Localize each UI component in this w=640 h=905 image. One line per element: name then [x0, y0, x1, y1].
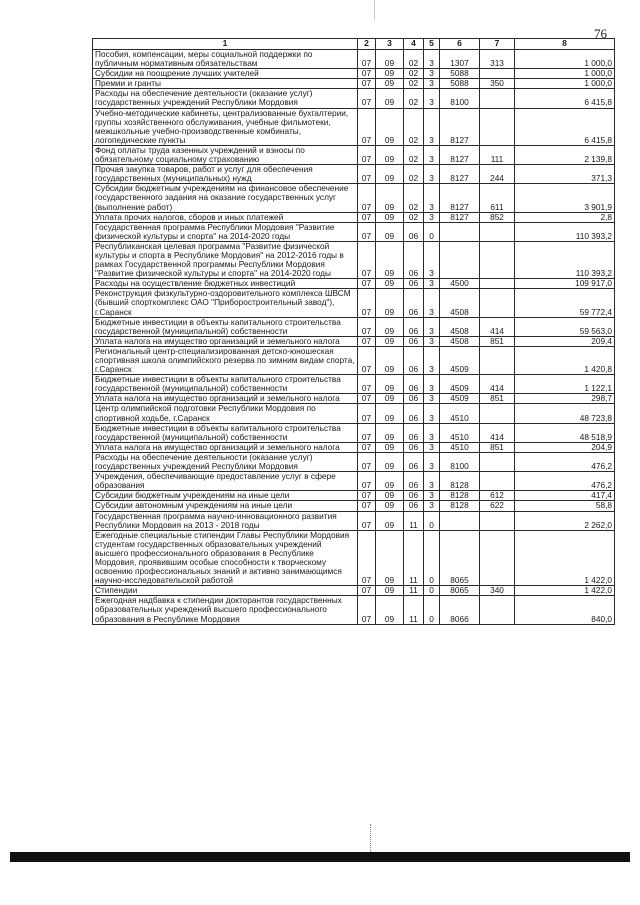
subprogram-code-cell: 3	[424, 491, 440, 501]
target-code-cell: 5088	[440, 79, 480, 89]
page-number: 76	[594, 26, 607, 41]
section-code-cell: 07	[358, 222, 376, 241]
table-row	[93, 108, 615, 145]
subprogram-code-cell: 0	[424, 596, 440, 624]
target-code-cell: 8127	[440, 184, 480, 212]
table-row	[93, 472, 615, 491]
table-row	[93, 423, 615, 442]
table-row	[93, 336, 615, 346]
section-code-cell: 07	[358, 50, 376, 69]
subsection-code-cell: 09	[376, 404, 404, 423]
section-code-cell: 07	[358, 289, 376, 317]
section-code-cell: 07	[358, 317, 376, 336]
program-code-cell: 06	[404, 394, 424, 404]
subprogram-code-cell: 3	[424, 346, 440, 374]
subprogram-code-cell: 3	[424, 89, 440, 108]
table-row	[93, 346, 615, 374]
section-code-cell: 07	[358, 596, 376, 624]
program-code-cell: 06	[404, 423, 424, 442]
amount-cell: 6 415,8	[515, 108, 615, 145]
table-row	[93, 375, 615, 394]
amount-cell: 371,3	[515, 165, 615, 184]
expense-type-cell: 851	[480, 336, 515, 346]
target-code-cell: 8127	[440, 212, 480, 222]
target-code-cell: 5088	[440, 69, 480, 79]
program-code-cell: 11	[404, 530, 424, 586]
expense-type-cell	[480, 404, 515, 423]
row-name-cell: Центр олимпийской подготовки Республики Мордовия по спортивной ходьбе, г.Саранск	[93, 404, 358, 423]
target-code-cell: 8065	[440, 586, 480, 596]
subprogram-code-cell: 3	[424, 279, 440, 289]
target-code-cell: 4508	[440, 317, 480, 336]
column-header: 8	[515, 39, 615, 50]
amount-cell: 1 422,0	[515, 586, 615, 596]
table-row	[93, 452, 615, 471]
section-code-cell: 07	[358, 346, 376, 374]
subprogram-code-cell: 3	[424, 289, 440, 317]
subprogram-code-cell: 3	[424, 165, 440, 184]
amount-cell: 476,2	[515, 472, 615, 491]
table-row	[93, 404, 615, 423]
subprogram-code-cell: 3	[424, 184, 440, 212]
subprogram-code-cell: 3	[424, 423, 440, 442]
amount-cell: 1 422,0	[515, 530, 615, 586]
column-header: 2	[358, 39, 376, 50]
subsection-code-cell: 09	[376, 586, 404, 596]
table-header-row	[93, 39, 615, 50]
amount-cell: 417,4	[515, 491, 615, 501]
target-code-cell: 4509	[440, 346, 480, 374]
section-code-cell: 07	[358, 394, 376, 404]
target-code-cell: 4509	[440, 394, 480, 404]
subprogram-code-cell: 0	[424, 511, 440, 530]
target-code-cell: 4510	[440, 442, 480, 452]
program-code-cell: 06	[404, 317, 424, 336]
scan-margin-line	[374, 0, 375, 20]
expense-type-cell	[480, 108, 515, 145]
target-code-cell	[440, 222, 480, 241]
subsection-code-cell: 09	[376, 511, 404, 530]
expense-type-cell	[480, 596, 515, 624]
amount-cell: 1 000,0	[515, 79, 615, 89]
amount-cell: 2 262,0	[515, 511, 615, 530]
table-row	[93, 596, 615, 624]
section-code-cell: 07	[358, 501, 376, 511]
row-name-cell: Премии и гранты	[93, 79, 358, 89]
program-code-cell: 06	[404, 346, 424, 374]
amount-cell: 2,8	[515, 212, 615, 222]
expense-type-cell	[480, 222, 515, 241]
subsection-code-cell: 09	[376, 472, 404, 491]
program-code-cell: 06	[404, 501, 424, 511]
subsection-code-cell: 09	[376, 69, 404, 79]
program-code-cell: 06	[404, 472, 424, 491]
section-code-cell: 07	[358, 108, 376, 145]
target-code-cell: 8066	[440, 596, 480, 624]
subsection-code-cell: 09	[376, 279, 404, 289]
column-header: 3	[376, 39, 404, 50]
amount-cell: 59 563,0	[515, 317, 615, 336]
section-code-cell: 07	[358, 530, 376, 586]
row-name-cell: Учебно-методические кабинеты, централизованные бухгалтерии, группы хозяйственного обслуживания, учебные фильмотеки, межшкольные учебно-производственные комбинаты, логопедические пункты	[93, 108, 358, 145]
subsection-code-cell: 09	[376, 452, 404, 471]
amount-cell: 840,0	[515, 596, 615, 624]
column-header: 6	[440, 39, 480, 50]
section-code-cell: 07	[358, 212, 376, 222]
row-name-cell: Уплата налога на имущество организаций и земельного налога	[93, 442, 358, 452]
table-row	[93, 69, 615, 79]
amount-cell: 3 901,9	[515, 184, 615, 212]
target-code-cell: 4500	[440, 279, 480, 289]
subsection-code-cell: 09	[376, 145, 404, 164]
column-header: 4	[404, 39, 424, 50]
program-code-cell: 06	[404, 442, 424, 452]
program-code-cell: 11	[404, 511, 424, 530]
program-code-cell: 06	[404, 404, 424, 423]
row-name-cell: Стипендии	[93, 586, 358, 596]
row-name-cell: Ежегодные специальные стипендии Главы Республики Мордовия студентам государственных образовательных учреждений высшего профессионального образования в Республике Мордовия, проявившим особые способности к творческому освоению профессиональных знаний и активно занимающимся научно-исследовательской работой	[93, 530, 358, 586]
subsection-code-cell: 09	[376, 530, 404, 586]
amount-cell: 1 420,8	[515, 346, 615, 374]
subprogram-code-cell: 3	[424, 69, 440, 79]
subsection-code-cell: 09	[376, 317, 404, 336]
program-code-cell: 02	[404, 145, 424, 164]
subsection-code-cell: 09	[376, 501, 404, 511]
expense-type-cell: 313	[480, 50, 515, 69]
target-code-cell: 1307	[440, 50, 480, 69]
subsection-code-cell: 09	[376, 394, 404, 404]
section-code-cell: 07	[358, 423, 376, 442]
target-code-cell: 8065	[440, 530, 480, 586]
row-name-cell: Бюджетные инвестиции в объекты капитального строительства государственной (муниципальной) собственности	[93, 375, 358, 394]
subprogram-code-cell: 0	[424, 222, 440, 241]
row-name-cell: Государственная программа Республики Мордовия "Развитие физической культуры и спорта" на 2014-2020 годы	[93, 222, 358, 241]
table-row	[93, 50, 615, 69]
row-name-cell: Учреждения, обеспечивающие предоставление услуг в сфере образования	[93, 472, 358, 491]
program-code-cell: 06	[404, 375, 424, 394]
subsection-code-cell: 09	[376, 596, 404, 624]
table-row	[93, 145, 615, 164]
expense-type-cell: 852	[480, 212, 515, 222]
program-code-cell: 02	[404, 50, 424, 69]
subsection-code-cell: 09	[376, 184, 404, 212]
program-code-cell: 11	[404, 596, 424, 624]
program-code-cell: 06	[404, 279, 424, 289]
subsection-code-cell: 09	[376, 79, 404, 89]
table-row	[93, 89, 615, 108]
section-code-cell: 07	[358, 241, 376, 278]
subsection-code-cell: 09	[376, 442, 404, 452]
table-row	[93, 530, 615, 586]
subsection-code-cell: 09	[376, 212, 404, 222]
section-code-cell: 07	[358, 491, 376, 501]
target-code-cell: 4508	[440, 289, 480, 317]
row-name-cell: Бюджетные инвестиции в объекты капитального строительства государственной (муниципальной) собственности	[93, 317, 358, 336]
subprogram-code-cell: 3	[424, 317, 440, 336]
target-code-cell: 8127	[440, 108, 480, 145]
subsection-code-cell: 09	[376, 375, 404, 394]
section-code-cell: 07	[358, 184, 376, 212]
table-row	[93, 317, 615, 336]
expense-type-cell: 851	[480, 442, 515, 452]
expense-type-cell	[480, 89, 515, 108]
column-header: 7	[480, 39, 515, 50]
program-code-cell: 11	[404, 586, 424, 596]
program-code-cell: 02	[404, 184, 424, 212]
subsection-code-cell: 09	[376, 165, 404, 184]
expense-type-cell: 340	[480, 586, 515, 596]
subprogram-code-cell: 3	[424, 79, 440, 89]
subsection-code-cell: 09	[376, 336, 404, 346]
section-code-cell: 07	[358, 336, 376, 346]
expense-type-cell	[480, 452, 515, 471]
row-name-cell: Ежегодная надбавка к стипендии докторантов государственных образовательных учреждений высшего профессионального образования в Республике Мордовия	[93, 596, 358, 624]
expense-type-cell	[480, 241, 515, 278]
program-code-cell: 02	[404, 108, 424, 145]
amount-cell: 59 772,4	[515, 289, 615, 317]
subprogram-code-cell: 3	[424, 394, 440, 404]
expense-type-cell: 350	[480, 79, 515, 89]
expense-type-cell: 111	[480, 145, 515, 164]
section-code-cell: 07	[358, 442, 376, 452]
row-name-cell: Бюджетные инвестиции в объекты капитального строительства государственной (муниципальной) собственности	[93, 423, 358, 442]
amount-cell: 110 393,2	[515, 241, 615, 278]
row-name-cell: Фонд оплаты труда казенных учреждений и взносы по обязательному социальному страхованию	[93, 145, 358, 164]
program-code-cell: 02	[404, 69, 424, 79]
expense-type-cell	[480, 530, 515, 586]
section-code-cell: 07	[358, 472, 376, 491]
row-name-cell: Расходы на обеспечение деятельности (оказание услуг) государственных учреждений Республики Мордовия	[93, 89, 358, 108]
expense-type-cell	[480, 289, 515, 317]
expense-type-cell: 612	[480, 491, 515, 501]
row-name-cell: Уплата налога на имущество организаций и земельного налога	[93, 336, 358, 346]
section-code-cell: 07	[358, 511, 376, 530]
expense-type-cell	[480, 69, 515, 79]
subprogram-code-cell: 3	[424, 212, 440, 222]
row-name-cell: Расходы на осуществление бюджетных инвестиций	[93, 279, 358, 289]
table-row	[93, 222, 615, 241]
program-code-cell: 02	[404, 212, 424, 222]
target-code-cell: 8100	[440, 452, 480, 471]
subprogram-code-cell: 0	[424, 530, 440, 586]
expense-type-cell: 851	[480, 394, 515, 404]
section-code-cell: 07	[358, 404, 376, 423]
table-row	[93, 289, 615, 317]
subprogram-code-cell: 3	[424, 404, 440, 423]
target-code-cell: 8128	[440, 491, 480, 501]
row-name-cell: Государственная программа научно-инновационного развития Республики Мордовия на 2013 - 2018 годы	[93, 511, 358, 530]
subprogram-code-cell: 3	[424, 145, 440, 164]
table-body	[93, 50, 615, 625]
row-name-cell: Уплата налога на имущество организаций и земельного налога	[93, 394, 358, 404]
amount-cell: 1 000,0	[515, 50, 615, 69]
amount-cell: 1 000,0	[515, 69, 615, 79]
row-name-cell: Субсидии автономным учреждениям на иные цели	[93, 501, 358, 511]
amount-cell: 48 518,9	[515, 423, 615, 442]
target-code-cell: 8100	[440, 89, 480, 108]
target-code-cell: 8128	[440, 472, 480, 491]
row-name-cell: Субсидии бюджетным учреждениям на иные цели	[93, 491, 358, 501]
program-code-cell: 06	[404, 491, 424, 501]
row-name-cell: Республиканская целевая программа "Развитие физической культуры и спорта в Республике Мордовия" на 2012-2016 годы в рамках Государственной программы Республики Мордовия "Развитие физической культуры и спорта" на 2014-2020 годы	[93, 241, 358, 278]
section-code-cell: 07	[358, 145, 376, 164]
expense-type-cell: 414	[480, 317, 515, 336]
row-name-cell: Уплата прочих налогов, сборов и иных платежей	[93, 212, 358, 222]
column-header: 5	[424, 39, 440, 50]
row-name-cell: Пособия, компенсации, меры социальной поддержки по публичным нормативным обязательствам	[93, 50, 358, 69]
row-name-cell: Региональный центр-специализированная детско-юношеская спортивная школа олимпийского резерва по зимним видам спорта, г.Саранск	[93, 346, 358, 374]
row-name-cell: Расходы на обеспечение деятельности (оказание услуг) государственных учреждений Республики Мордовия	[93, 452, 358, 471]
amount-cell: 110 393,2	[515, 222, 615, 241]
row-name-cell: Реконструкция физкультурно-оздоровительного комплекса ШВСМ (бывший спорткомплекс ОАО "Приборостроительный завод"), г.Саранск	[93, 289, 358, 317]
table-row	[93, 279, 615, 289]
program-code-cell: 02	[404, 165, 424, 184]
table-row	[93, 165, 615, 184]
expense-type-cell: 414	[480, 375, 515, 394]
table-row	[93, 511, 615, 530]
target-code-cell: 4510	[440, 423, 480, 442]
scan-bottom-bar	[10, 852, 630, 862]
subprogram-code-cell: 3	[424, 241, 440, 278]
subprogram-code-cell: 3	[424, 336, 440, 346]
subprogram-code-cell: 3	[424, 50, 440, 69]
amount-cell: 58,8	[515, 501, 615, 511]
expense-type-cell	[480, 279, 515, 289]
subprogram-code-cell: 3	[424, 501, 440, 511]
amount-cell: 6 415,8	[515, 89, 615, 108]
table-row	[93, 184, 615, 212]
subprogram-code-cell: 3	[424, 452, 440, 471]
table-row	[93, 491, 615, 501]
expense-type-cell: 244	[480, 165, 515, 184]
subsection-code-cell: 09	[376, 346, 404, 374]
target-code-cell: 4509	[440, 375, 480, 394]
table-row	[93, 394, 615, 404]
section-code-cell: 07	[358, 279, 376, 289]
program-code-cell: 06	[404, 222, 424, 241]
expense-type-cell	[480, 472, 515, 491]
section-code-cell: 07	[358, 89, 376, 108]
section-code-cell: 07	[358, 452, 376, 471]
expense-type-cell: 622	[480, 501, 515, 511]
target-code-cell	[440, 511, 480, 530]
amount-cell: 109 917,0	[515, 279, 615, 289]
subprogram-code-cell: 3	[424, 375, 440, 394]
program-code-cell: 06	[404, 241, 424, 278]
subsection-code-cell: 09	[376, 89, 404, 108]
amount-cell: 1 122,1	[515, 375, 615, 394]
budget-table	[92, 38, 615, 625]
target-code-cell: 4510	[440, 404, 480, 423]
subprogram-code-cell: 0	[424, 586, 440, 596]
subsection-code-cell: 09	[376, 222, 404, 241]
row-name-cell: Субсидии на поощрение лучших учителей	[93, 69, 358, 79]
section-code-cell: 07	[358, 79, 376, 89]
amount-cell: 2 139,8	[515, 145, 615, 164]
table-row	[93, 442, 615, 452]
target-code-cell: 8127	[440, 145, 480, 164]
program-code-cell: 06	[404, 452, 424, 471]
amount-cell: 209,4	[515, 336, 615, 346]
expense-type-cell	[480, 511, 515, 530]
subsection-code-cell: 09	[376, 108, 404, 145]
row-name-cell: Прочая закупка товаров, работ и услуг для обеспечения государственных (муниципальных) нужд	[93, 165, 358, 184]
target-code-cell: 8127	[440, 165, 480, 184]
subsection-code-cell: 09	[376, 289, 404, 317]
section-code-cell: 07	[358, 69, 376, 79]
expense-type-cell	[480, 346, 515, 374]
subprogram-code-cell: 3	[424, 472, 440, 491]
subprogram-code-cell: 3	[424, 442, 440, 452]
section-code-cell: 07	[358, 375, 376, 394]
expense-type-cell: 611	[480, 184, 515, 212]
table-row	[93, 586, 615, 596]
amount-cell: 204,9	[515, 442, 615, 452]
column-header: 1	[93, 39, 358, 50]
subsection-code-cell: 09	[376, 50, 404, 69]
program-code-cell: 02	[404, 89, 424, 108]
subsection-code-cell: 09	[376, 241, 404, 278]
table-row	[93, 79, 615, 89]
program-code-cell: 06	[404, 336, 424, 346]
subsection-code-cell: 09	[376, 423, 404, 442]
expense-type-cell: 414	[480, 423, 515, 442]
row-name-cell: Субсидии бюджетным учреждениям на финансовое обеспечение государственного задания на оказание государственных услуг (выполнение работ)	[93, 184, 358, 212]
program-code-cell: 06	[404, 289, 424, 317]
subprogram-code-cell: 3	[424, 108, 440, 145]
target-code-cell	[440, 241, 480, 278]
table-row	[93, 212, 615, 222]
program-code-cell: 02	[404, 79, 424, 89]
section-code-cell: 07	[358, 165, 376, 184]
target-code-cell: 4508	[440, 336, 480, 346]
subsection-code-cell: 09	[376, 491, 404, 501]
amount-cell: 476,2	[515, 452, 615, 471]
amount-cell: 48 723,8	[515, 404, 615, 423]
table-row	[93, 501, 615, 511]
section-code-cell: 07	[358, 586, 376, 596]
table-row	[93, 241, 615, 278]
target-code-cell: 8128	[440, 501, 480, 511]
amount-cell: 298,7	[515, 394, 615, 404]
